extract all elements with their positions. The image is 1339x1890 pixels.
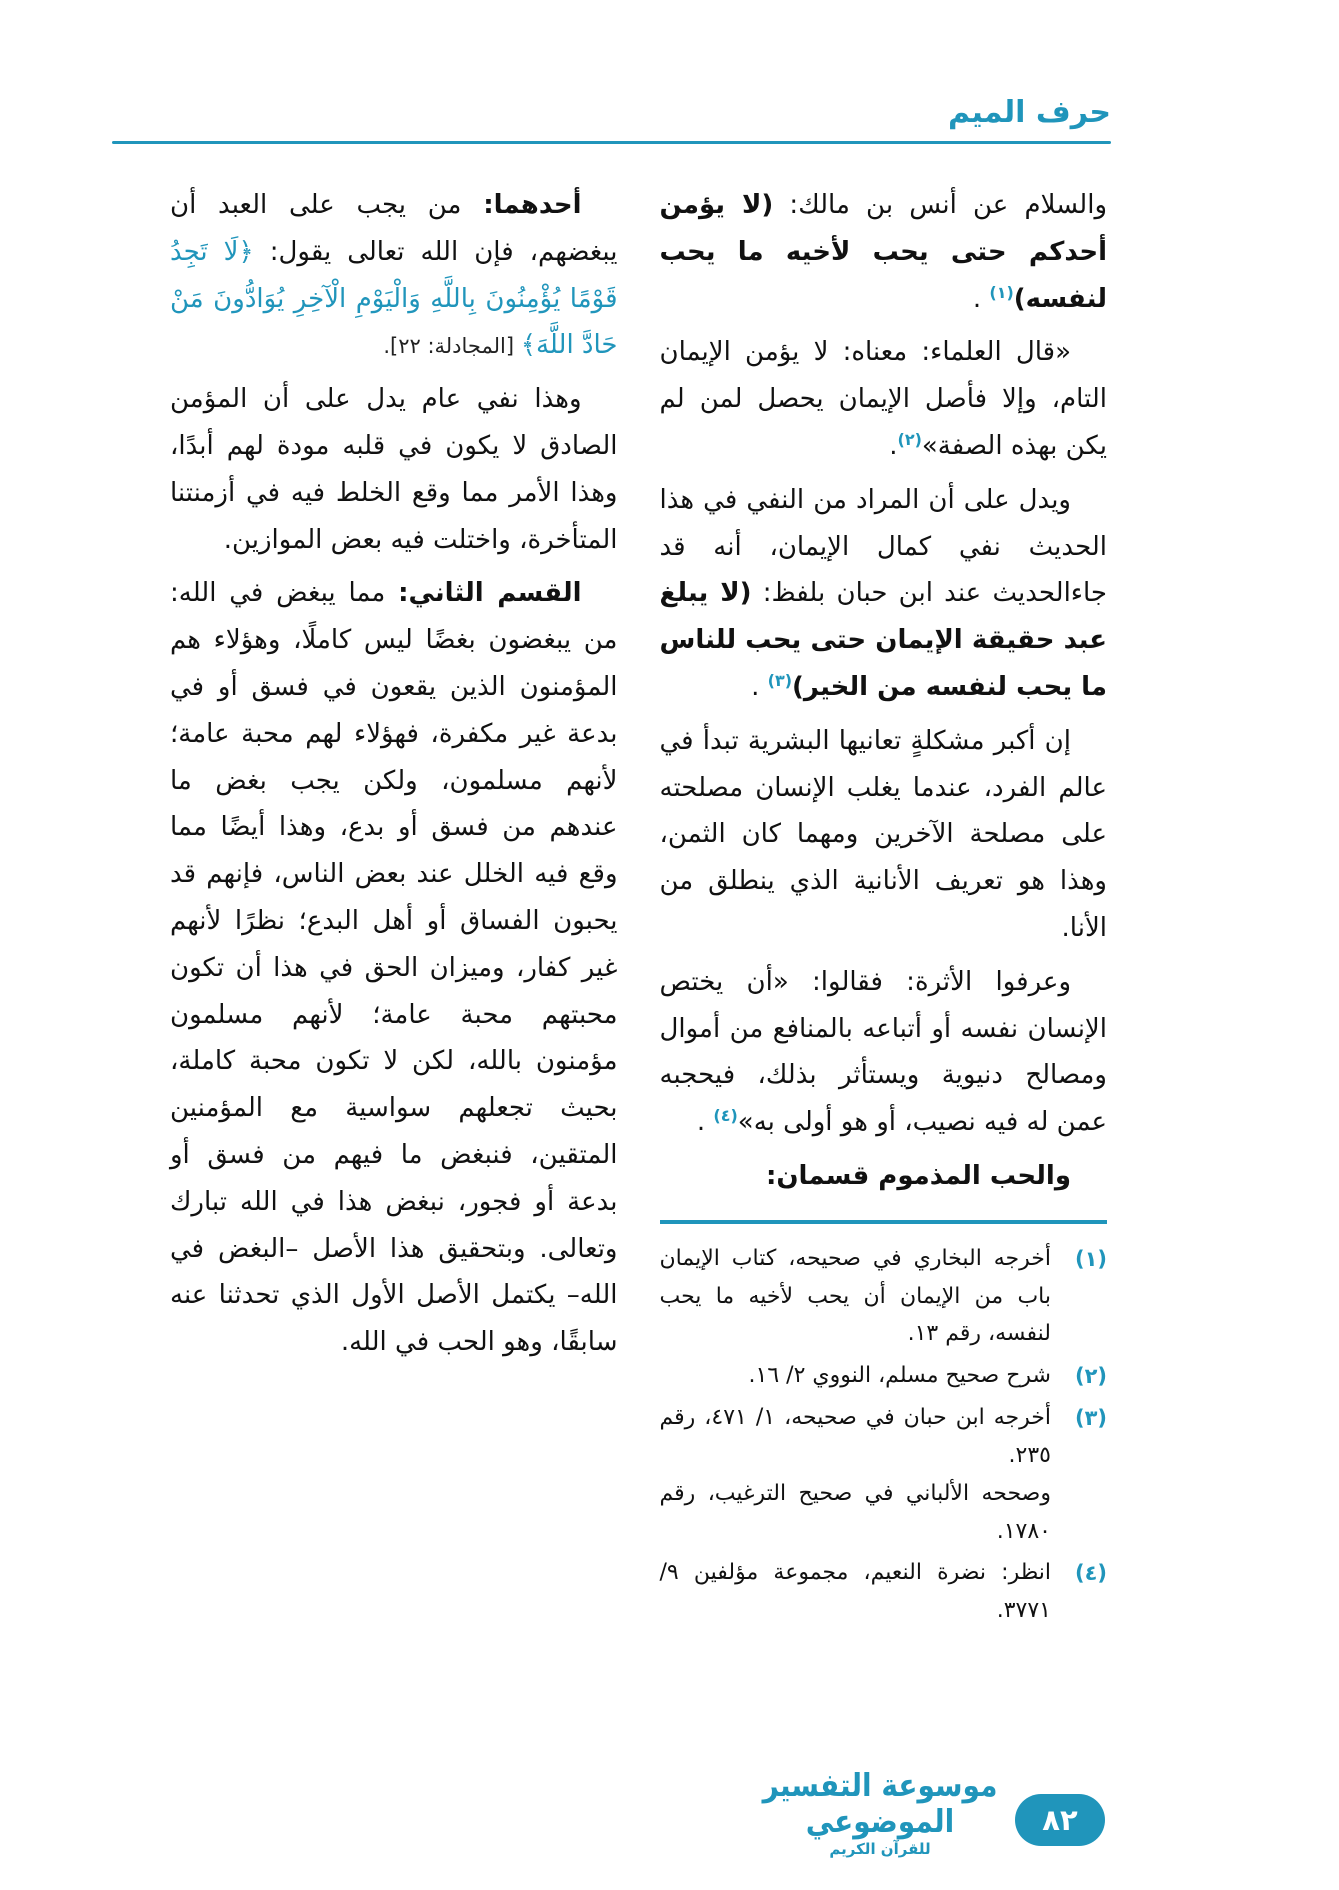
paragraph-text: «قال العلماء: معناه: لا يؤمن الإيمان التام، وإلا فأصل الإيمان يحصل لمن لم يكن بهذه الصفة» (659, 337, 1107, 461)
paragraph-athara-definition (660, 959, 1108, 1146)
publisher-emblem (760, 1767, 1000, 1858)
footnote-number: (٢) (1074, 1364, 1107, 1389)
footnote-line: أخرجه البخاري في صحيحه، كتاب الإيمان باب من الإيمان أن يحب لأخيه ما يحب لنفسه، رقم ١٣. (659, 1245, 1051, 1347)
paragraph-text: مما يبغض في الله: من يبغضون بغضًا ليس كاملًا، وهؤلاء هم المؤمنون الذين يقعون في فسق أو في بدعة غير مكفرة، فهؤلاء لهم محبة عامة؛ لأنهم مسلمون، ولكن يجب بغض ما عندهم من فسق أو بدع، وهذا أيضًا مما وقع فيه الخلل عند بعض الناس، فإنهم قد يحبون الفساق أو أهل البدع؛ نظرًا لأنهم غير كفار، وميزان الحق في هذا أن تكون محبتهم محبة عامة؛ لأنهم مسلمون مؤمنون بالله، لكن لا تكون محبة كاملة، بحيث تجعلهم سواسية مع المؤمنين المتقين، فنبغض ما فيهم من فسق أو بدعة أو فجور، نبغض هذا في الله تبارك وتعالى. وبتحقيق هذا الأصل –البغض في الله– يكتمل الأصل الأول الذي تحدثنا عنه سابقًا، وهو الحب في الله. (170, 578, 618, 1358)
verse-reference: [المجادلة: ٢٢]. (383, 334, 521, 359)
paragraph-text: . (751, 671, 768, 702)
column-right (660, 182, 1108, 1634)
paragraph-hadith-anas (660, 182, 1108, 322)
header-rule (112, 141, 1111, 144)
footnote-number: (١) (1074, 1246, 1107, 1271)
page-number: ٨٢ (1042, 1803, 1078, 1837)
paragraph-text: . (696, 1107, 714, 1138)
footnote-item (660, 1554, 1108, 1630)
paragraph-text: إن أكبر مشكلةٍ تعانيها البشرية تبدأ في عالم الفرد، عندما يغلب الإنسان مصلحته على مصلحة الآخرين ومهما كان الثمن، وهذا هو تعريف الأنانية الذي ينطلق من الأنا. (659, 725, 1107, 943)
term-heading-text: القسم الثاني: (398, 578, 582, 609)
section-heading-text: والحب المذموم قسمان: (765, 1160, 1071, 1191)
footnote-number: (٣) (1074, 1406, 1107, 1431)
paragraph-text: . (972, 283, 990, 314)
paragraph-scholars-quote (660, 329, 1108, 469)
footnote-item (660, 1399, 1108, 1550)
paragraph-text: ويدل على أن المراد من النفي في هذا الحديث نفي كمال الإيمان، أنه قد جاءالحديث عند ابن حبان بلفظ: (659, 484, 1108, 609)
footnote-marker-1: (١) (989, 282, 1014, 302)
footnote-marker-3: (٣) (767, 670, 793, 690)
footnote-line: أخرجه ابن حبان في صحيحه، ١/ ٤٧١، رقم ٢٣٥. (659, 1405, 1051, 1468)
paragraph-text: . (889, 430, 898, 461)
footnote-line: وصححه الألباني في صحيح الترغيب، رقم ١٧٨٠. (659, 1480, 1051, 1544)
hadith-text: (لا يبلغ عبد حقيقة الإيمان حتى يحب للناس ما يحب لنفسه من الخير) (659, 578, 1107, 702)
footnote-number: (٤) (1074, 1561, 1107, 1586)
paragraph-general-negation (170, 376, 618, 563)
column-left (170, 182, 618, 1634)
paragraph-text: وعرفوا الأثرة: فقالوا: «أن يختص الإنسان نفسه أو أتباعه بالمنافع من أموال ومصالح دنيوية ويستأثر بذلك، فيحجبه عمن له فيه نصيب، أو هو أولى به» (659, 966, 1107, 1138)
footnote-text (660, 1554, 1052, 1630)
paragraph-first-category (170, 182, 618, 369)
footnotes-section (660, 1220, 1108, 1630)
hadith-text: (لا يؤمن أحدكم حتى يحب لأخيه ما يحب لنفسه) (659, 190, 1107, 314)
page-number-badge (1015, 1794, 1105, 1846)
content-columns (170, 182, 1107, 1634)
footnote-marker-4: (٤) (713, 1106, 738, 1126)
footnote-item (660, 1357, 1108, 1395)
footnote-text (660, 1357, 1052, 1395)
quran-verse: ﴿لَا تَجِدُ قَوْمًا يُؤْمِنُونَ بِاللَّهِ وَالْيَوْمِ الْآخِرِ يُوَادُّونَ مَنْ حَادَّ اللَّهَ﴾ (170, 236, 618, 361)
chapter-title: حرف الميم (947, 95, 1111, 130)
footnote-marker-2: (٢) (897, 429, 922, 449)
paragraph-second-category (170, 570, 618, 1366)
publisher-emblem-subtitle: للقرآن الكريم (829, 1839, 931, 1858)
publisher-emblem-title: موسوعة التفسير الموضوعي (762, 1767, 998, 1841)
paragraph-heading-blameworthy-love (660, 1153, 1108, 1200)
term-heading-text: أحدهما: (483, 190, 582, 220)
page-header (112, 96, 1111, 144)
paragraph-text: والسلام عن أنس بن مالك: (773, 190, 1107, 220)
paragraph-ibn-hibban (660, 477, 1108, 711)
footnote-item (660, 1240, 1108, 1353)
paragraph-text: من يجب على العبد أن يبغضهم، فإن الله تعالى يقول: (170, 190, 618, 267)
footnote-line: شرح صحيح مسلم، النووي ٢/ ١٦. (748, 1363, 1051, 1389)
paragraph-text: وهذا نفي عام يدل على أن المؤمن الصادق لا يكون في قلبه مودة لهم أبدًا، وهذا الأمر مما وقع الخلط فيه في أزمنتنا المتأخرة، واختلت فيه بعض الموازين. (170, 384, 618, 555)
footnote-text (660, 1240, 1052, 1353)
footnote-line: انظر: نضرة النعيم، مجموعة مؤلفين ٩/ ٣٧٧١. (659, 1560, 1051, 1624)
footnote-text (660, 1399, 1052, 1550)
paragraph-selfishness (660, 718, 1108, 952)
